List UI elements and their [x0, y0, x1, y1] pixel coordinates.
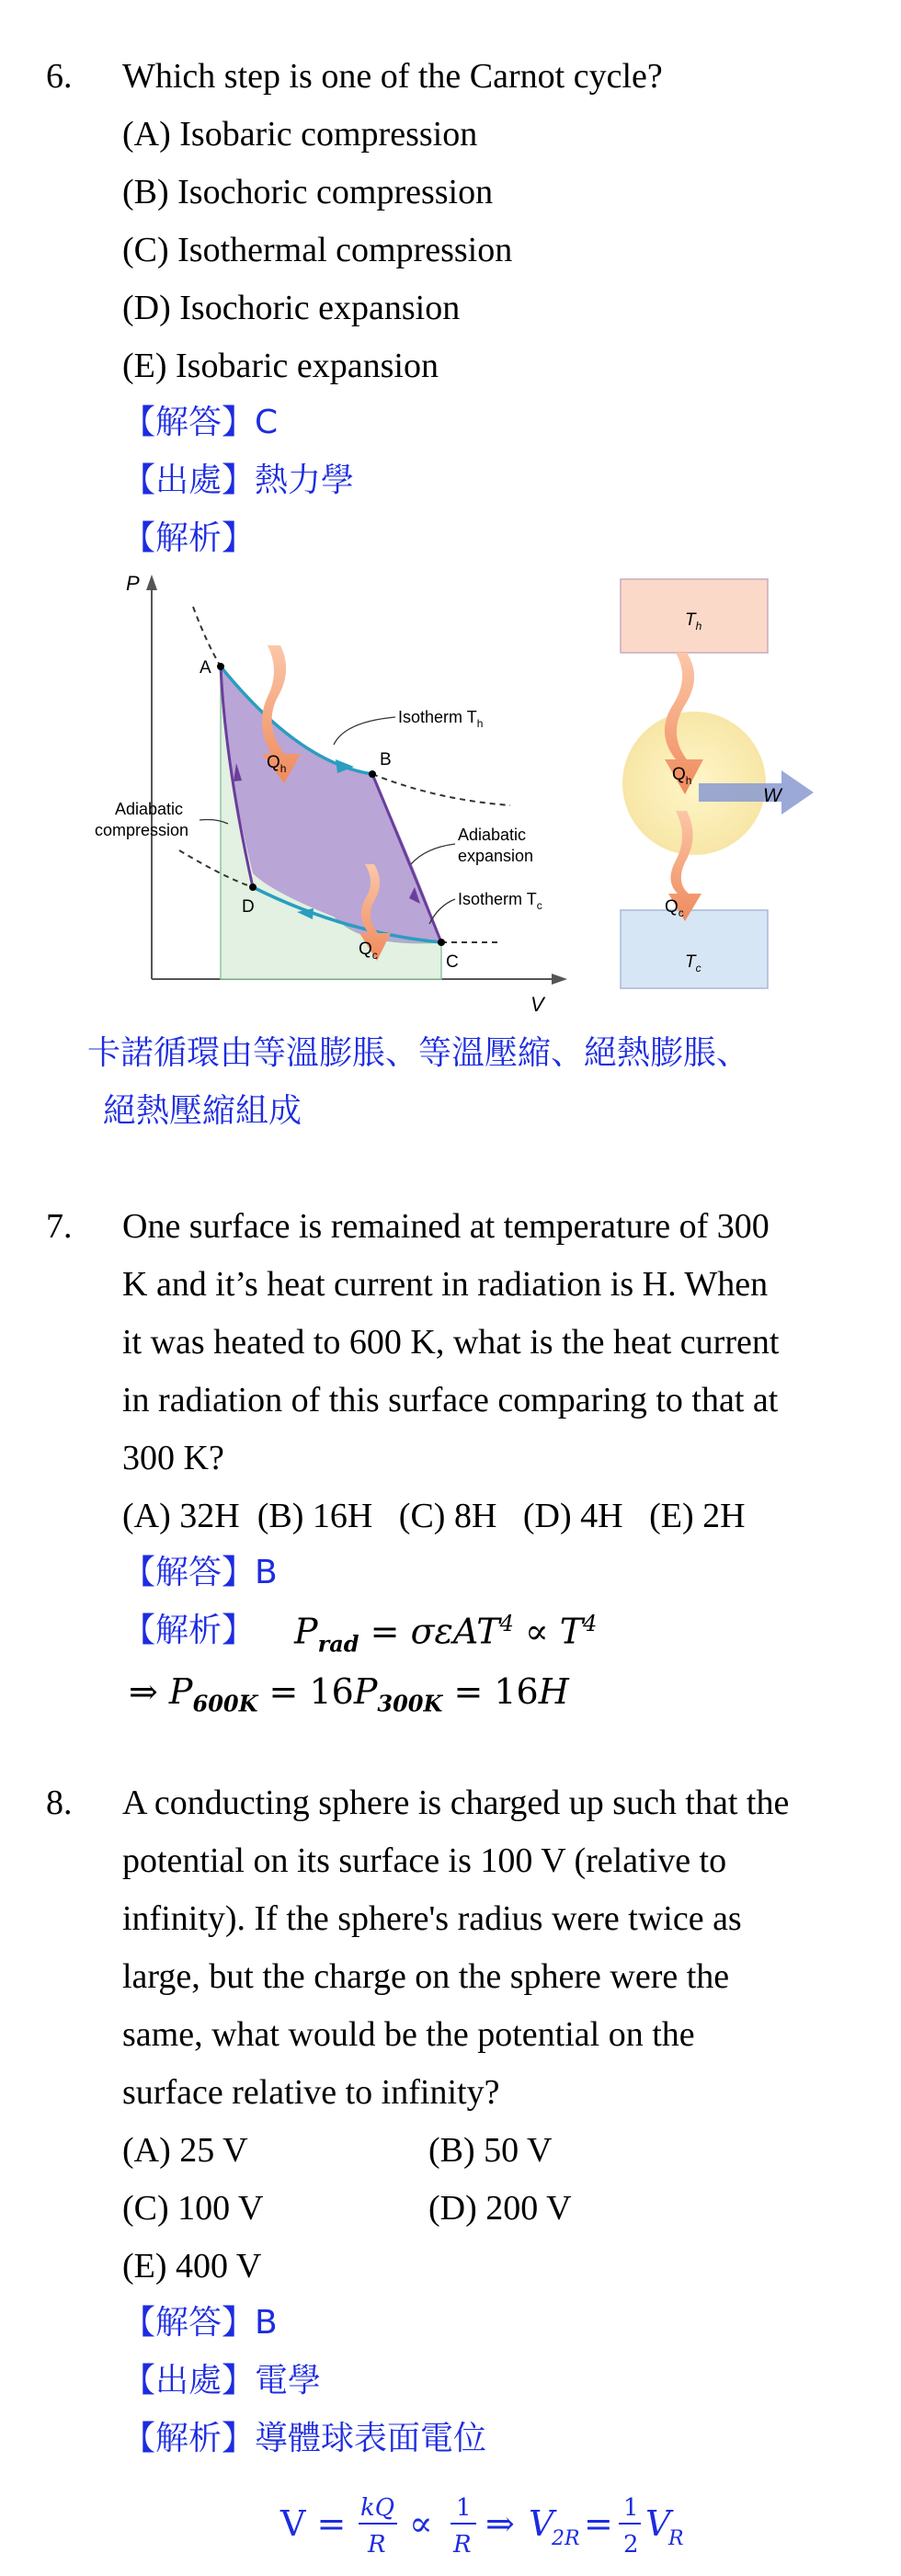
q6-question: Which step is one of the Carnot cycle? [122, 57, 663, 96]
qh-label: $Q_h$ [267, 753, 287, 775]
q8-question-line-4: large, but the charge on the sphere were the [122, 1957, 730, 1996]
q7-formula-1-text [0, 0, 1, 1]
q6-answer: 【解答】C [122, 404, 279, 441]
adiabatic-compression-label-2: compression [95, 821, 189, 839]
carnot-cycle-figure [87, 570, 823, 1011]
q6-explanation-line-2: 絕熱壓縮組成 [103, 1092, 302, 1130]
q8-question-line-1: A conducting sphere is charged up such that the [122, 1784, 790, 1822]
q8-option-e: (E) 400 V [122, 2247, 262, 2285]
q7-answer: 【解答】B [122, 1554, 278, 1591]
svg-text:V: V [529, 2503, 554, 2544]
q8-question-line-2: potential on its surface is 100 V (relative to [122, 1841, 727, 1880]
isotherm-tc-label: Isotherm $T_c$ [458, 890, 542, 912]
q7-formula-2-text [0, 0, 1, 1]
point-a-label: A [200, 658, 211, 678]
q7-formula-2: ⇒ $P_{600K} = 16P_{300K} = 16H$ [129, 1671, 569, 1717]
svg-text:R: R [453, 2531, 472, 2559]
svg-text:2: 2 [623, 2531, 639, 2559]
svg-text:=: = [584, 2503, 613, 2544]
qc-label: $Q_c$ [359, 940, 378, 962]
q7-question-line-4: in radiation of this surface comparing to that at [122, 1381, 779, 1419]
q7-question-line-2: K and it’s heat current in radiation is H. When [122, 1265, 769, 1304]
q8-option-c: (C) 100 V [122, 2189, 264, 2228]
svg-text:R: R [368, 2531, 386, 2559]
svg-text:R: R [668, 2527, 684, 2550]
adiabatic-expansion-label-2: expansion [458, 847, 534, 865]
svg-text:2R: 2R [552, 2527, 580, 2550]
work-label: W [763, 785, 781, 806]
svg-text:kQ: kQ [360, 2494, 395, 2522]
q8-source: 【出處】電學 [122, 2362, 322, 2399]
q8-question-line-6: surface relative to infinity? [122, 2073, 500, 2112]
q8-option-b: (B) 50 V [428, 2131, 553, 2170]
q8-number: 8. [46, 1784, 73, 1822]
point-b-label: B [380, 750, 392, 769]
q6-analysis-label: 【解析】 [122, 519, 256, 557]
q8-option-a: (A) 25 V [122, 2131, 248, 2170]
q7-question-line-5: 300 K? [122, 1439, 224, 1477]
svg-text:1: 1 [623, 2494, 639, 2522]
point-d-label: D [242, 897, 255, 917]
adiabatic-expansion-label-1: Adiabatic [458, 826, 527, 844]
q8-answer: 【解答】B [122, 2304, 278, 2342]
q6-number: 6. [46, 57, 73, 96]
svg-text:∝: ∝ [409, 2503, 433, 2544]
q7-analysis-label: 【解析】 [122, 1612, 256, 1649]
engine-qc-label: $Q_c$ [665, 897, 684, 919]
q6-explanation-line-1: 卡諾循環由等溫膨脹、等溫壓縮、絕熱膨脹、 [87, 1034, 750, 1072]
adiabatic-compression-label-1: Adiabatic [115, 800, 184, 818]
tc-reservoir-label: $T_c$ [685, 952, 701, 975]
p-axis-label: P [126, 572, 140, 595]
q8-option-d: (D) 200 V [428, 2189, 572, 2228]
q8-question-line-5: same, what would be the potential on the [122, 2015, 695, 2054]
q6-option-b: (B) Isochoric compression [122, 173, 494, 211]
q6-option-a: (A) Isobaric compression [122, 115, 478, 154]
q7-question-line-1: One surface is remained at temperature of 300 [122, 1207, 770, 1246]
svg-text:⇒: ⇒ [485, 2503, 515, 2544]
point-c-label: C [446, 952, 459, 972]
q7-formula-1: $P_{rad} = \sigma\varepsilon AT^4 \propto T^4$ [294, 1611, 598, 1658]
v-axis-label: V [530, 993, 544, 1011]
q6-option-e: (E) Isobaric expansion [122, 347, 439, 385]
svg-text:V =: V = [280, 2503, 347, 2544]
q6-source: 【出處】熱力學 [122, 462, 355, 499]
q8-formula-text [0, 0, 1, 1]
svg-text:V: V [645, 2503, 671, 2544]
th-reservoir-label: $T_h$ [685, 610, 702, 633]
q7-question-line-3: it was heated to 600 K, what is the heat current [122, 1323, 780, 1362]
heat-engine-schematic [621, 579, 814, 988]
q8-question-line-3: infinity). If the sphere's radius were twice as [122, 1899, 742, 1938]
q7-number: 7. [46, 1207, 73, 1246]
isotherm-th-label: Isotherm $T_h$ [398, 708, 484, 730]
engine-qh-label: $Q_h$ [672, 765, 692, 787]
svg-text:1: 1 [456, 2494, 472, 2522]
q6-option-c: (C) Isothermal compression [122, 231, 513, 269]
q8-formula [276, 2482, 708, 2565]
q7-options: (A) 32H (B) 16H (C) 8H (D) 4H (E) 2H [122, 1497, 746, 1535]
q8-analysis: 【解析】導體球表面電位 [122, 2420, 487, 2457]
q6-option-d: (D) Isochoric expansion [122, 289, 461, 327]
